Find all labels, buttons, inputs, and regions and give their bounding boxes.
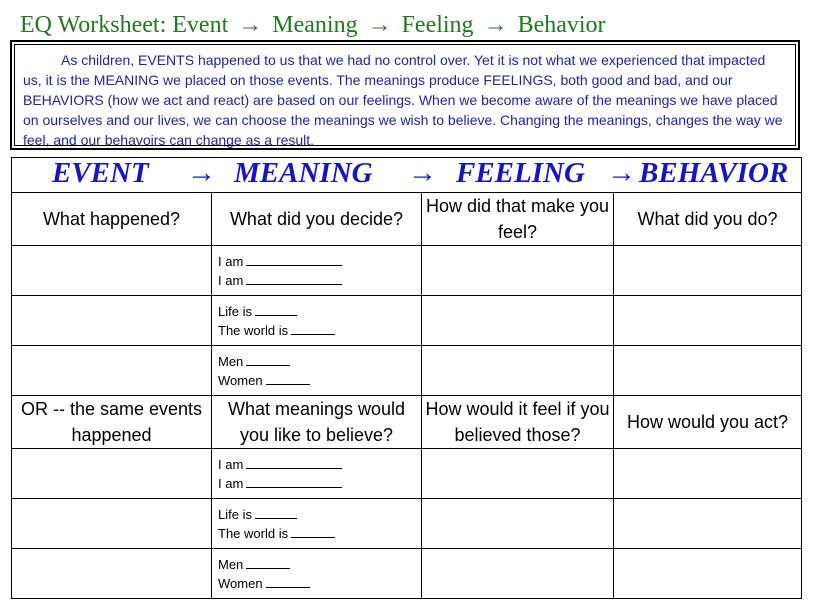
question-what-decided: What did you decide? (212, 193, 422, 246)
header-behavior: BEHAVIOR (639, 157, 789, 189)
blank-line[interactable] (246, 455, 342, 469)
table-row (12, 549, 802, 599)
behavior-cell[interactable] (614, 499, 802, 549)
header-feeling: FEELING (456, 157, 585, 189)
meaning-cell[interactable] (212, 246, 422, 296)
behavior-cell[interactable] (614, 246, 802, 296)
question-what-did: What did you do? (614, 193, 802, 246)
question-row (12, 193, 802, 246)
prompt-label: Women (218, 372, 263, 388)
table-row (12, 296, 802, 346)
question-how-act: How would you act? (614, 396, 802, 449)
blank-line[interactable] (246, 474, 342, 488)
header-row (12, 158, 802, 193)
event-cell[interactable] (12, 549, 212, 599)
blank-line[interactable] (266, 574, 310, 588)
intro-box (10, 40, 800, 150)
behavior-cell[interactable] (614, 549, 802, 599)
behavior-cell[interactable] (614, 296, 802, 346)
meaning-cell[interactable] (212, 499, 422, 549)
header-meaning: MEANING (234, 157, 373, 189)
arrow-right-icon: → (607, 157, 636, 189)
event-cell[interactable] (12, 296, 212, 346)
arrow-right-icon: → (367, 12, 392, 38)
arrow-right-icon: → (408, 157, 437, 189)
question-same-events: OR -- the same events happened (12, 396, 212, 449)
blank-line[interactable] (246, 555, 290, 569)
title-part-event: EQ Worksheet: Event (20, 12, 229, 38)
prompt-label: I am (218, 253, 244, 269)
blank-line[interactable] (246, 252, 342, 266)
prompt-label: I am (218, 272, 244, 288)
prompt-label: Men (218, 353, 244, 369)
prompt-label: Men (218, 556, 244, 572)
table-row (12, 449, 802, 499)
prompt-label: I am (218, 475, 244, 491)
event-cell[interactable] (12, 346, 212, 396)
header-banner (12, 158, 802, 193)
title-part-feeling: Feeling (401, 12, 474, 38)
meaning-cell[interactable] (212, 296, 422, 346)
question-meanings-believe: What meanings would you like to believe? (212, 396, 422, 449)
question-row (12, 396, 802, 449)
intro-text: As children, EVENTS happened to us that we had no control over. Yet it is not what we experienced that impacted us, it is the MEANING we placed on those events. The meanings produce FEELINGS, both good and bad, and our BEHAVIORS (how we act and react) are based on our feelings. When we become aware of the meanings we have placed on ourselves and our lives, we can choose the meanings we wish to believe. Changing the meanings, changes the way we feel, and our behavoirs can change as a result. (14, 44, 796, 146)
feeling-cell[interactable] (422, 296, 614, 346)
feeling-cell[interactable] (422, 346, 614, 396)
behavior-cell[interactable] (614, 449, 802, 499)
blank-line[interactable] (291, 524, 335, 538)
title-part-behavior: Behavior (517, 12, 606, 38)
prompt-label: Women (218, 575, 263, 591)
worksheet-title (20, 10, 606, 40)
prompt-label: Life is (218, 303, 252, 319)
blank-line[interactable] (291, 321, 335, 335)
question-what-happened: What happened? (12, 193, 212, 246)
prompt-label: I am (218, 456, 244, 472)
table-row (12, 346, 802, 396)
feeling-cell[interactable] (422, 246, 614, 296)
blank-line[interactable] (255, 505, 297, 519)
event-cell[interactable] (12, 246, 212, 296)
behavior-cell[interactable] (614, 346, 802, 396)
header-event: EVENT (52, 157, 149, 189)
event-cell[interactable] (12, 499, 212, 549)
arrow-right-icon: → (238, 12, 263, 38)
arrow-right-icon: → (483, 12, 508, 38)
prompt-label: Life is (218, 506, 252, 522)
event-cell[interactable] (12, 449, 212, 499)
feeling-cell[interactable] (422, 499, 614, 549)
arrow-right-icon: → (187, 157, 216, 189)
blank-line[interactable] (266, 371, 310, 385)
blank-line[interactable] (255, 302, 297, 316)
prompt-label: The world is (218, 322, 289, 338)
table-row (12, 246, 802, 296)
feeling-cell[interactable] (422, 449, 614, 499)
prompt-label: The world is (218, 525, 289, 541)
question-how-would-feel: How would it feel if you believed those? (422, 396, 614, 449)
feeling-cell[interactable] (422, 549, 614, 599)
worksheet-table (11, 157, 802, 599)
meaning-cell[interactable] (212, 549, 422, 599)
blank-line[interactable] (246, 352, 290, 366)
meaning-cell[interactable] (212, 346, 422, 396)
blank-line[interactable] (246, 271, 342, 285)
title-part-meaning: Meaning (272, 12, 358, 38)
question-how-feel: How did that make you feel? (422, 193, 614, 246)
meaning-cell[interactable] (212, 449, 422, 499)
table-row (12, 499, 802, 549)
